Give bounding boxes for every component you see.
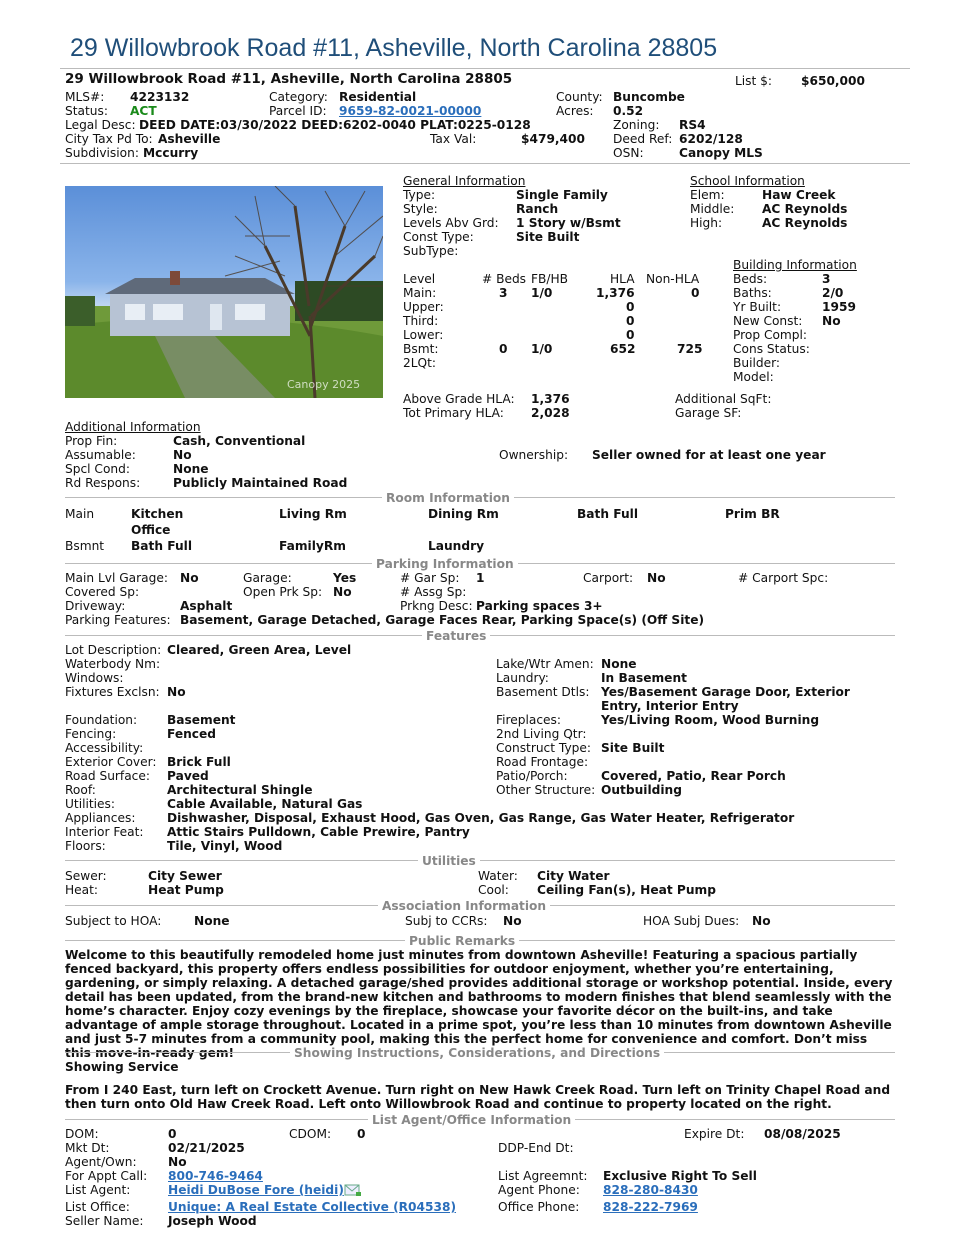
agent-phone-link[interactable]: 828-280-8430 (603, 1183, 698, 1197)
citytax-value: Asheville (158, 132, 221, 146)
accessibility-label: Accessibility: (65, 741, 144, 755)
hoa-dues-value: No (752, 914, 771, 928)
construct-label: Construct Type: (496, 741, 592, 755)
dom-label: DOM: (65, 1127, 99, 1141)
table-row-hla: 1,376 (596, 286, 635, 300)
ccr-label: Subj to CCRs: (405, 914, 488, 928)
fixtures-label: Fixtures Exclsn: (65, 685, 160, 699)
showing-service: Showing Service (65, 1060, 179, 1074)
sewer-value: City Sewer (148, 869, 222, 883)
bldg-beds-value: 3 (822, 272, 831, 286)
room-main-item: Kitchen (131, 507, 184, 521)
room-main-label: Main (65, 507, 95, 521)
status-badge: ACT (130, 104, 157, 118)
appt-label: For Appt Call: (65, 1169, 148, 1183)
cool-value: Ceiling Fan(s), Heat Pump (537, 883, 716, 897)
elem-value: Haw Creek (762, 188, 836, 202)
lot-label: Lot Description: (65, 643, 162, 657)
above-grade-value: 1,376 (531, 392, 570, 406)
taxval-value: $479,400 (521, 132, 585, 146)
table-row-nonhla: 725 (677, 342, 703, 356)
table-row-fbhb: 1/0 (531, 342, 553, 356)
house-illustration (65, 186, 383, 398)
propfin-label: Prop Fin: (65, 434, 118, 448)
zoning-value: RS4 (679, 118, 706, 132)
other-structure-label: Other Structure: (496, 783, 596, 797)
bldg-beds-label: Beds: (733, 272, 768, 286)
ownership-label: Ownership: (499, 448, 569, 462)
table-row-level: 2LQt: (403, 356, 437, 370)
heat-value: Heat Pump (148, 883, 224, 897)
table-row-nonhla: 0 (691, 286, 700, 300)
living2-label: 2nd Living Qtr: (496, 727, 587, 741)
email-icon[interactable] (344, 1183, 360, 1195)
water-value: City Water (537, 869, 610, 883)
roof-label: Roof: (65, 783, 96, 797)
lot-value: Cleared, Green Area, Level (167, 643, 352, 657)
bldg-newconst-value: No (822, 314, 841, 328)
assumable-label: Assumable: (65, 448, 136, 462)
table-row-hla: 652 (610, 342, 636, 356)
prkdesc-value: Parking spaces 3+ (476, 599, 603, 613)
list-price: $650,000 (801, 74, 865, 88)
foundation-value: Basement (167, 713, 236, 727)
cdom-label: CDOM: (289, 1127, 332, 1141)
open-prk-value: No (333, 585, 352, 599)
bldg-model-label: Model: (733, 370, 774, 384)
spcl-value: None (173, 462, 209, 476)
hoa-label: Subject to HOA: (65, 914, 162, 928)
taxval-label: Tax Val: (430, 132, 477, 146)
col-fbhb: FB/HB (531, 272, 569, 286)
heat-label: Heat: (65, 883, 99, 897)
const-value: Site Built (516, 230, 580, 244)
style-label: Style: (403, 202, 438, 216)
office-phone-link[interactable]: 828-222-7969 (603, 1200, 698, 1214)
status-label: Status: (65, 104, 108, 118)
patio-value: Covered, Patio, Rear Porch (601, 769, 786, 783)
col-nonhla: Non-HLA (646, 272, 700, 286)
zoning-label: Zoning: (613, 118, 660, 132)
floors-value: Tile, Vinyl, Wood (167, 839, 283, 853)
appliances-label: Appliances: (65, 811, 136, 825)
subdiv-label: Subdivision: (65, 146, 139, 160)
deedref-label: Deed Ref: (613, 132, 673, 146)
list-agent-link[interactable]: Heidi DuBose Fore (heidi) (168, 1183, 344, 1197)
agreement-label: List Agreemnt: (498, 1169, 588, 1183)
tot-primary-value: 2,028 (531, 406, 570, 420)
agent-heading: List Agent/Office Information (368, 1113, 575, 1127)
bldg-yr-value: 1959 (822, 300, 856, 314)
subdiv-value: Mccurry (143, 146, 199, 160)
additional-sqft-label: Additional SqFt: (675, 392, 772, 406)
road-frontage-label: Road Frontage: (496, 755, 589, 769)
legal-value: DEED DATE:03/30/2022 DEED:6202-0040 PLAT:0225-0128 (139, 118, 531, 132)
osn-value: Canopy MLS (679, 146, 763, 160)
expire-value: 08/08/2025 (764, 1127, 841, 1141)
fireplaces-label: Fireplaces: (496, 713, 561, 727)
parcel-label: Parcel ID: (269, 104, 327, 118)
room-main-item: Prim BR (725, 507, 780, 521)
divider (60, 68, 910, 69)
citytax-label: City Tax Pd To: (65, 132, 153, 146)
type-label: Type: (403, 188, 436, 202)
category-label: Category: (269, 90, 328, 104)
exterior-label: Exterior Cover: (65, 755, 157, 769)
style-value: Ranch (516, 202, 559, 216)
open-prk-label: Open Prk Sp: (243, 585, 323, 599)
interior-label: Interior Feat: (65, 825, 144, 839)
list-agent-label: List Agent: (65, 1183, 131, 1197)
driveway-value: Asphalt (180, 599, 233, 613)
elem-label: Elem: (690, 188, 725, 202)
subtype-label: SubType: (403, 244, 459, 258)
seller-label: Seller Name: (65, 1214, 144, 1228)
bldg-builder-label: Builder: (733, 356, 780, 370)
utilities-heading: Utilities (418, 854, 480, 868)
county-label: County: (556, 90, 603, 104)
table-row-level: Main: (403, 286, 437, 300)
divider (65, 860, 895, 861)
additional-heading: Additional Information (65, 420, 201, 434)
directions-text: From I 240 East, turn left on Crockett Avenue. Turn right on New Hawk Creek Road. Turn left on Trinity Chapel Road and then turn onto Old Haw Creek Road. Left onto Willowbrook Road and continue to property located on the right. (65, 1083, 891, 1111)
expire-label: Expire Dt: (684, 1127, 745, 1141)
divider (60, 163, 910, 164)
appt-phone-link[interactable]: 800-746-9464 (168, 1169, 263, 1183)
levels-label: Levels Abv Grd: (403, 216, 499, 230)
bldg-baths-label: Baths: (733, 286, 772, 300)
sewer-label: Sewer: (65, 869, 107, 883)
ownership-value: Seller owned for at least one year (592, 448, 826, 462)
table-row-beds: 3 (499, 286, 508, 300)
agreement-value: Exclusive Right To Sell (603, 1169, 757, 1183)
assg-sp-label: # Assg Sp: (400, 585, 467, 599)
high-value: AC Reynolds (762, 216, 848, 230)
levels-value: 1 Story w/Bsmt (516, 216, 621, 230)
road-surface-label: Road Surface: (65, 769, 150, 783)
col-hla: HLA (610, 272, 635, 286)
mkt-label: Mkt Dt: (65, 1141, 110, 1155)
interior-value: Attic Stairs Pulldown, Cable Prewire, Pantry (167, 825, 470, 839)
table-row-fbhb: 1/0 (531, 286, 553, 300)
room-main-item: Bath Full (577, 507, 639, 521)
const-label: Const Type: (403, 230, 474, 244)
mls-value: 4223132 (130, 90, 190, 104)
showing-heading: Showing Instructions, Considerations, and Directions (290, 1046, 664, 1060)
covered-sp-label: Covered Sp: (65, 585, 140, 599)
floors-label: Floors: (65, 839, 106, 853)
roof-value: Architectural Shingle (167, 783, 313, 797)
utilities-value: Cable Available, Natural Gas (167, 797, 363, 811)
agent-phone-label: Agent Phone: (498, 1183, 580, 1197)
parcel-link[interactable]: 9659-82-0021-00000 (339, 104, 482, 118)
col-level: Level (403, 272, 436, 286)
table-row-level: Upper: (403, 300, 444, 314)
rd-value: Publicly Maintained Road (173, 476, 348, 490)
seller-value: Joseph Wood (168, 1214, 257, 1228)
photo-watermark: Canopy 2025 (287, 378, 361, 391)
room-bsmt-item: Laundry (428, 539, 485, 553)
carport-value: No (647, 571, 666, 585)
category-value: Residential (339, 90, 417, 104)
osn-label: OSN: (613, 146, 644, 160)
above-grade-label: Above Grade HLA: (403, 392, 515, 406)
other-structure-value: Outbuilding (601, 783, 682, 797)
fixtures-value: No (167, 685, 186, 699)
prkdesc-label: Prkng Desc: (400, 599, 473, 613)
remarks-heading: Public Remarks (405, 934, 519, 948)
bldg-propcompl-label: Prop Compl: (733, 328, 808, 342)
ccr-value: No (503, 914, 522, 928)
room-bsmt-item: Bath Full (131, 539, 193, 553)
spcl-label: Spcl Cond: (65, 462, 130, 476)
assumable-value: No (173, 448, 192, 462)
room-main-item: Office (131, 523, 171, 537)
list-office-label: List Office: (65, 1200, 130, 1214)
middle-label: Middle: (690, 202, 735, 216)
table-row-level: Lower: (403, 328, 444, 342)
association-heading: Association Information (378, 899, 550, 913)
fireplaces-value: Yes/Living Room, Wood Burning (601, 713, 820, 727)
windows-label: Windows: (65, 671, 124, 685)
agentown-label: Agent/Own: (65, 1155, 137, 1169)
room-main-item: Dining Rm (428, 507, 499, 521)
lake-value: None (601, 657, 637, 671)
school-heading: School Information (690, 174, 805, 188)
fencing-label: Fencing: (65, 727, 117, 741)
patio-label: Patio/Porch: (496, 769, 568, 783)
lake-label: Lake/Wtr Amen: (496, 657, 594, 671)
deedref-value: 6202/128 (679, 132, 743, 146)
features-heading: Features (422, 629, 490, 643)
appliances-value: Dishwasher, Disposal, Exhaust Hood, Gas Oven, Gas Range, Gas Water Heater, Refrigerator (167, 811, 795, 825)
garage-value: Yes (333, 571, 357, 585)
water-label: Water: (478, 869, 518, 883)
exterior-value: Brick Full (167, 755, 231, 769)
parking-heading: Parking Information (372, 557, 518, 571)
acres-label: Acres: (556, 104, 594, 118)
room-bsmt-item: FamilyRm (279, 539, 346, 553)
mls-label: MLS#: (65, 90, 105, 104)
col-beds: # Beds (482, 272, 527, 286)
construct-value: Site Built (601, 741, 665, 755)
legal-label: Legal Desc: (65, 118, 136, 132)
list-price-label: List $: (735, 74, 773, 88)
room-bsmt-label: Bsmnt (65, 539, 105, 553)
address: 29 Willowbrook Road #11, Asheville, North Carolina 28805 (65, 71, 513, 87)
rd-label: Rd Respons: (65, 476, 141, 490)
road-surface-value: Paved (167, 769, 209, 783)
hoa-value: None (194, 914, 230, 928)
table-row-beds: 0 (499, 342, 508, 356)
driveway-label: Driveway: (65, 599, 126, 613)
table-row-level: Bsmt: (403, 342, 439, 356)
type-value: Single Family (516, 188, 608, 202)
table-row-hla: 0 (626, 328, 635, 342)
dom-value: 0 (168, 1127, 177, 1141)
property-photo[interactable] (65, 186, 383, 398)
garage-sf-label: Garage SF: (675, 406, 742, 420)
laundry-label: Laundry: (496, 671, 549, 685)
propfin-value: Cash, Conventional (173, 434, 306, 448)
general-heading: General Information (403, 174, 526, 188)
parking-features-value: Basement, Garage Detached, Garage Faces Rear, Parking Space(s) (Off Site) (180, 613, 705, 627)
cdom-value: 0 (357, 1127, 366, 1141)
table-row-hla: 0 (626, 314, 635, 328)
agentown-value: No (168, 1155, 187, 1169)
ddp-label: DDP-End Dt: (498, 1141, 574, 1155)
remarks-text: Welcome to this beautifully remodeled home just minutes from downtown Asheville! Featuring a spacious partially fenced backyard, this property offers endless possibilities for outdoor enjoyment, whether you’re entertaining, gardening, or simply relaxing. A detached garage/shed provides additional storage or workshop potential. Inside, every detail has been updated, from the brand-new kitchen and bathrooms to modern finishes that blend seamlessly with the home’s character. Enjoy cozy evenings by the fireplace, showcase your favorite décor on the built-ins, and take advantage of ample storage throughout. Located in a prime spot, you’re less than 10 minutes from downtown Asheville and just 5-7 minutes from a community pool, making this the perfect home for convenience and comfort. Don’t miss this move-in-ready gem! (65, 948, 893, 1060)
garsp-label: # Gar Sp: (400, 571, 460, 585)
acres-value: 0.52 (613, 104, 644, 118)
laundry-value: In Basement (601, 671, 687, 685)
mainlvl-garage-label: Main Lvl Garage: (65, 571, 168, 585)
table-row-hla: 0 (626, 300, 635, 314)
garage-label: Garage: (243, 571, 292, 585)
middle-value: AC Reynolds (762, 202, 848, 216)
high-label: High: (690, 216, 723, 230)
garsp-value: 1 (476, 571, 485, 585)
room-main-item: Living Rm (279, 507, 347, 521)
tot-primary-label: Tot Primary HLA: (403, 406, 504, 420)
cool-label: Cool: (478, 883, 509, 897)
table-row-level: Third: (403, 314, 439, 328)
utilities-label: Utilities: (65, 797, 115, 811)
fencing-value: Fenced (167, 727, 216, 741)
office-phone-label: Office Phone: (498, 1200, 580, 1214)
page-title: 29 Willowbrook Road #11, Asheville, North Carolina 28805 (70, 34, 718, 62)
waterbody-label: Waterbody Nm: (65, 657, 161, 671)
carport-spc-label: # Carport Spc: (738, 571, 829, 585)
building-heading: Building Information (733, 258, 857, 272)
bldg-yr-label: Yr Built: (733, 300, 782, 314)
bsmt-dtls-value: Yes/Basement Garage Door, Exterior Entry, Interior Entry (601, 685, 850, 713)
mkt-value: 02/21/2025 (168, 1141, 245, 1155)
mainlvl-garage-value: No (180, 571, 199, 585)
bldg-baths-value: 2/0 (822, 286, 844, 300)
foundation-label: Foundation: (65, 713, 138, 727)
bsmt-dtls-label: Basement Dtls: (496, 685, 590, 699)
bldg-newconst-label: New Const: (733, 314, 803, 328)
parking-features-label: Parking Features: (65, 613, 171, 627)
carport-label: Carport: (583, 571, 634, 585)
room-heading: Room Information (382, 491, 514, 505)
list-office-link[interactable]: Unique: A Real Estate Collective (R04538) (168, 1200, 457, 1214)
hoa-dues-label: HOA Subj Dues: (643, 914, 740, 928)
county-value: Buncombe (613, 90, 685, 104)
bldg-consstatus-label: Cons Status: (733, 342, 810, 356)
